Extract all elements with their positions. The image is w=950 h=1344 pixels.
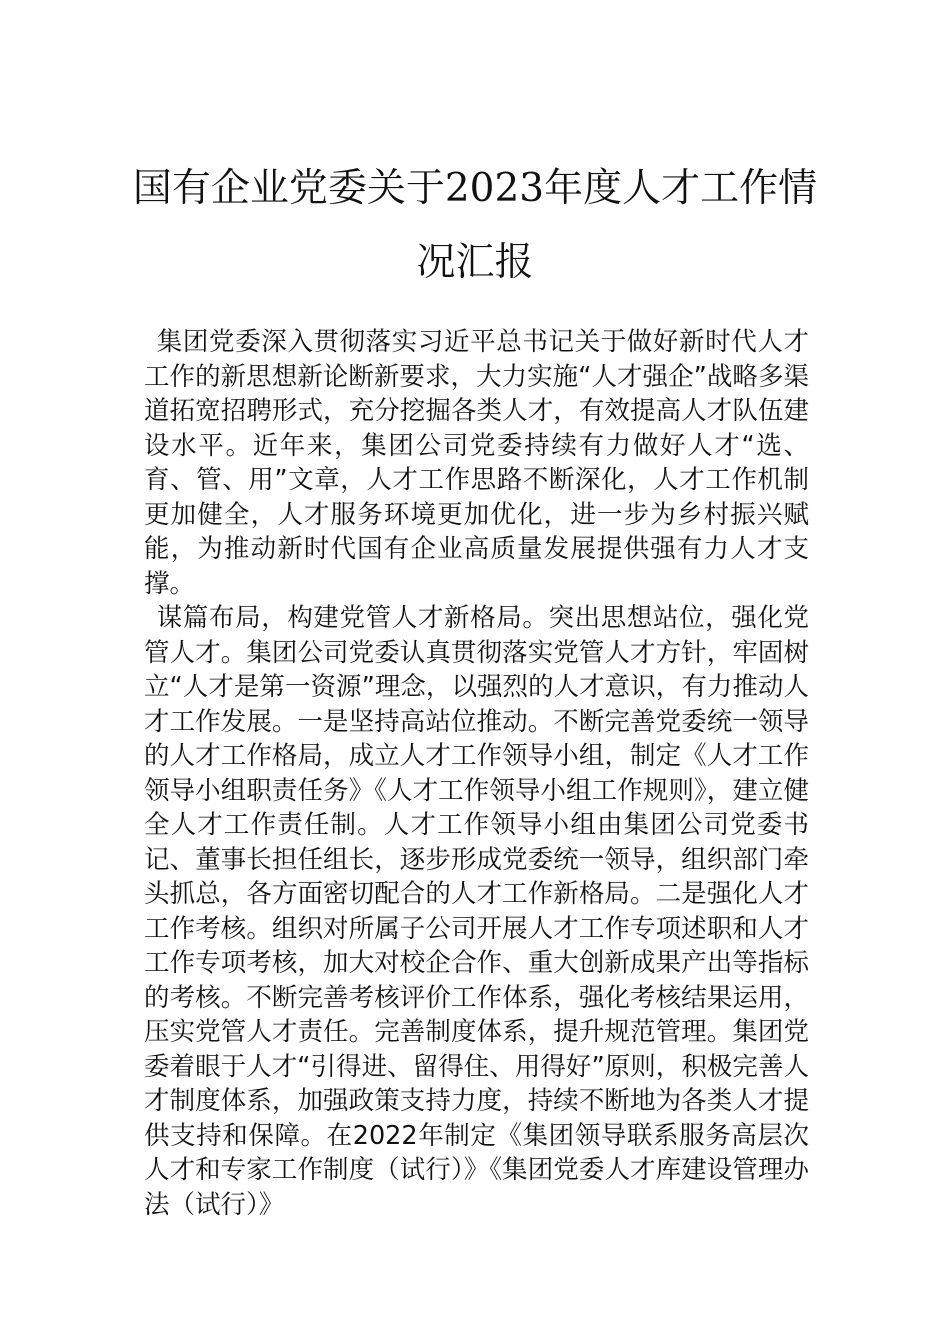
paragraph-intro: 集团党委深入贯彻落实习近平总书记关于做好新时代人才工作的新思想新论断新要求，大力实施“人才强企”战略多渠道拓宽招聘形式，充分挖掘各类人才，有效提高人才队伍建设水平。近年来，集团公司党委持续有力做好人才“选、育、管、用”文章，人才工作思路不断深化，人才工作机制更加健全，人才服务环境更加优化，进一步为乡村振兴赋能，为推动新时代国有企业高质量发展提供强有力人才支撑。 [144,327,809,599]
paragraph-layout: 谋篇布局，构建党管人才新格局。突出思想站位，强化党管人才。集团公司党委认真贯彻落实党管人才方针，牢固树立“人才是第一资源”理念，以强烈的人才意识，有力推动人才工作发展。一是坚持高站位推动。不断完善党委统一领导的人才工作格局，成立人才工作领导小组，制定《人才工作领导小组职责任务》《人才工作领导小组工作规则》，建立健全人才工作责任制。人才工作领导小组由集团公司党委书记、董事长担任组长，逐步形成党委统一领导，组织部门牵头抓总，各方面密切配合的人才工作新格局。二是强化人才工作考核。组织对所属子公司开展人才工作专项述职和人才工作专项考核，加大对校企合作、重大创新成果产出等指标的考核。不断完善考核评价工作体系，强化考核结果运用，压实党管人才责任。完善制度体系，提升规范管理。集团党委着眼于人才“引得进、留得住、用得好”原则，积极完善人才制度体系，加强政策支持力度，持续不断地为各类人才提供支持和保障。在2022年制定《集团领导联系服务高层次人才和专家工作制度（试行）》《集团党委人才库建设管理办法（试行）》 [144,603,809,1220]
document-body [144,325,809,1222]
document-title: 国有企业党委关于2023年度人才工作情况汇报 [132,166,818,285]
